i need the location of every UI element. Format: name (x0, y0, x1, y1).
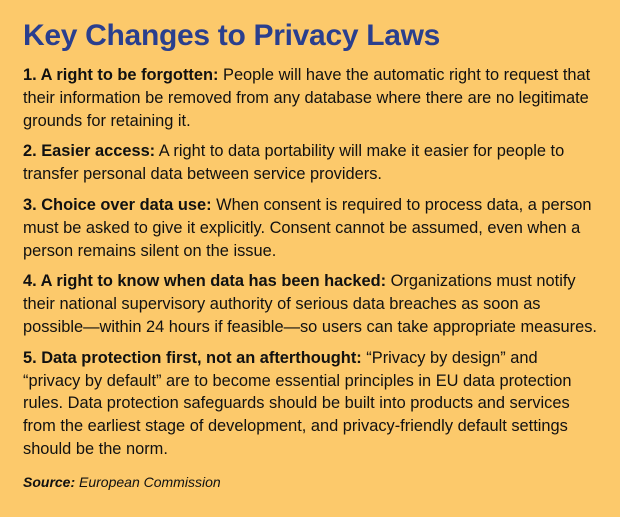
item-text: A right to data portability will make it easier for people to transfer personal data between service providers. (23, 142, 565, 184)
page-title: Key Changes to Privacy Laws (23, 19, 441, 52)
list-item-choice-over-data-use (23, 194, 598, 262)
source-credit (23, 473, 598, 491)
item-lead: 4. A right to know when data has been hacked: (23, 272, 387, 291)
list-item-data-protection-first (23, 347, 598, 461)
source-value: European Commission (75, 473, 221, 490)
source-label: Source: (23, 473, 76, 490)
list-item-right-to-know-hacked (23, 270, 598, 338)
item-text: “Privacy by design” and “privacy by default” are to become essential principles in EU data protection rules. Data protection safeguards should be built into products and services from the earliest stage of development, and privacy-friendly default settings should be the norm. (23, 348, 572, 458)
item-lead: 5. Data protection first, not an afterthought: (23, 348, 362, 367)
item-text: Organizations must notify their national supervisory authority of serious data breaches as soon as possible—within 24 hours if feasible—so users can take appropriate measures. (23, 272, 597, 336)
list-item-right-to-be-forgotten (23, 64, 598, 132)
list-item-easier-access (23, 140, 598, 186)
item-lead: 3. Choice over data use: (23, 195, 212, 214)
item-text: People will have the automatic right to request that their information be removed from any database where there are no legitimate grounds for retaining it. (23, 66, 591, 130)
item-lead: 2. Easier access: (23, 142, 156, 161)
item-lead: 1. A right to be forgotten: (23, 66, 219, 84)
item-text: When consent is required to process data, a person must be asked to give it explicitly. Consent cannot be assumed, even when a person remains silent on the issue. (23, 195, 592, 260)
